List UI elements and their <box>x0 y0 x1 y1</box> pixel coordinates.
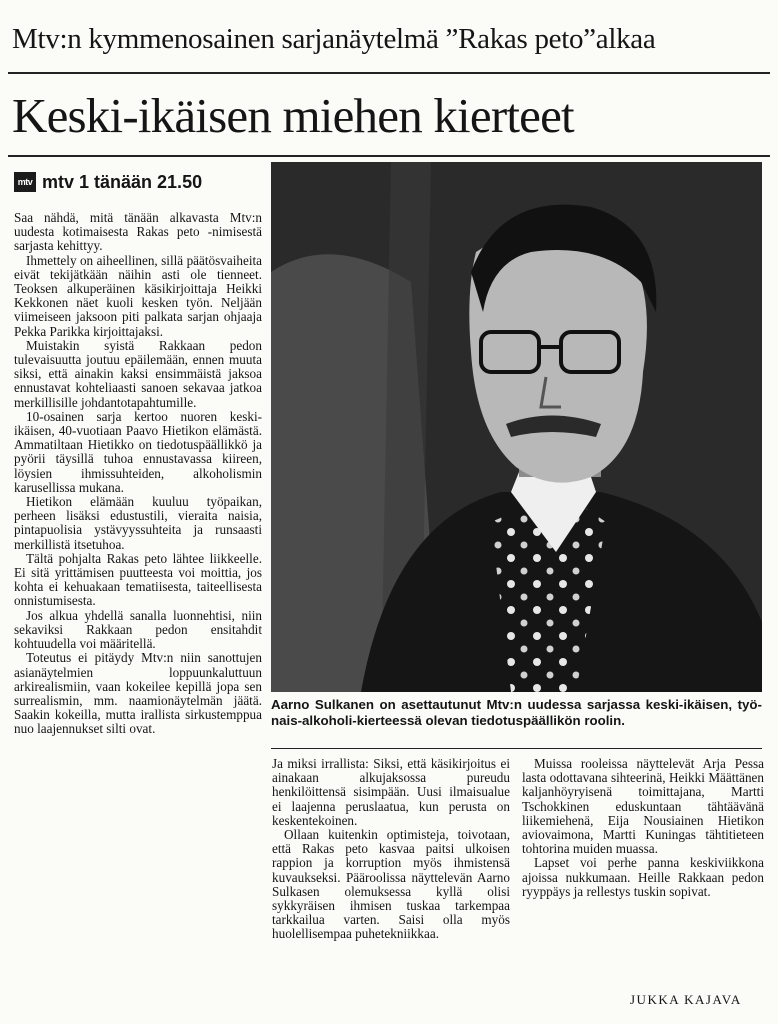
broadcast-schedule <box>14 170 202 194</box>
paragraph: Ja miksi irrallista: Siksi, että käsikirjoitus ei ainakaan alkujaksossa pureudu henkilöittensä sisimpään. Uusi ilmaisualue ei laajenna peruslaatua, kun perusta on keskentekoinen. <box>272 756 510 828</box>
paragraph: Ollaan kuitenkin optimisteja, toivotaan, että Rakas peto kasvaa paitsi ulkoisen rappion ja korruption myös ihmistensä kuvaukseksi. Pääroolissa näyttelevän Aarno Sulkasen olemuksessa kyllä olisi sykkyräisen ihmisen tuskaa tarkempaa tarkkailua varten. Saisi olla myös huolellisempaa puhetekniikkaa. <box>272 827 510 942</box>
paragraph: Tältä pohjalta Rakas peto lähtee liikkeelle. Ei sitä yrittämisen puutteesta voi moittia, jos kohta ei kehuakaan tematiisesta, taiteellisesta onnistumisesta. <box>14 550 262 609</box>
headline-rule <box>8 155 770 157</box>
article-headline: Keski-ikäisen miehen kierteet <box>12 88 574 143</box>
portrait-illustration <box>271 162 762 692</box>
paragraph: Jos alkua yhdellä sanalla luonnehtisi, niin sekaviksi Rakkaan pedon ensitahdit kohtuudella voi määritellä. <box>14 607 262 652</box>
article-kicker: Mtv:n kymmenosainen sarjanäytelmä ”Rakas peto”alkaa <box>12 23 656 55</box>
schedule-text: mtv 1 tänään 21.50 <box>42 171 203 192</box>
paragraph: Toteutus ei pitäydy Mtv:n niin sanottujen asianäytelmien loppuunkaluttuun arkirealismiin, vaan kokeilee kepillä jopa sen surrealismin, mm. naamionäytelmän jäätä. Saakin kokeilla, mutta irallista sirkustemppua nuo laajennukset silti ovat. <box>14 650 262 737</box>
article-column-2 <box>272 757 510 942</box>
byline: JUKKA KAJAVA <box>630 992 742 1007</box>
article-column-1 <box>14 211 262 737</box>
paragraph: Ihmettely on aiheellinen, sillä päätösvaiheita eivät tekijätkään näihin asti ole tienneet. Teoksen alkuperäinen käsikirjoittaja Heikki Kekkonen näet kuoli kesken työn. Neljään viimeiseen jaksoon piti palkata sarjan ohjaaja Pekka Parikka kirjoittajaksi. <box>14 252 262 339</box>
header-rule <box>8 72 770 74</box>
photo-caption: Aarno Sulkanen on asettautunut Mtv:n uudessa sarjassa keski-ikäisen, työ-nais-alkoholi-kierteessä olevan tiedotuspäällikön roolin. <box>271 697 762 728</box>
paragraph: Hietikon elämään kuuluu työpaikan, perheen lisäksi edustustili, vieraita naisia, pintapuolisia ystävyyssuhteita ja runsaasti merkillistä itsetuhoa. <box>14 494 262 552</box>
paragraph: Muissa rooleissa näyttelevät Arja Pessa lasta odottavana sihteerinä, Heikki Määttänen kaljanhöyryisenä toimittajana, Martti Tschokkinen eduskuntaan tähtäävänä liikemiehenä, Eija Nousiainen Hietikon aviovaimona, Martti Kuningas tähtitieteen tohtorina muiden muassa. <box>522 756 764 857</box>
paragraph: Muistakin syistä Rakkaan pedon tulevaisuutta joutuu epäilemään, ennen muuta siksi, että ainakin kaksi ensimmäistä jaksoa ennustavat kohteliaasti sanoen sekavaa jatkoa merkillisille johdantotapahtumille. <box>14 337 262 410</box>
caption-rule <box>271 748 762 749</box>
article-column-3 <box>522 757 764 899</box>
channel-logo-icon: mtv <box>14 172 36 192</box>
paragraph: Lapset voi perhe panna keskiviikkona ajoissa nukkumaan. Heille Rakkaan pedon ryyppäys ja rellestys tuskin sopivat. <box>522 855 764 899</box>
paragraph: Saa nähdä, mitä tänään alkavasta Mtv:n uudesta kotimaisesta Rakas peto -nimisestä sarjasta kehittyy. <box>14 210 262 254</box>
portrait-photo <box>271 162 762 692</box>
paragraph: 10-osainen sarja kertoo nuoren keski-ikäisen, 40-vuotiaan Paavo Hietikon elämästä. Ammatiltaan Hietikko on tiedotuspäällikkö ja pyörii täysillä tuhoa ennustavassa kiireen, löysien ihmissuhteiden, alkoholismin karusellissa mukana. <box>14 408 262 495</box>
